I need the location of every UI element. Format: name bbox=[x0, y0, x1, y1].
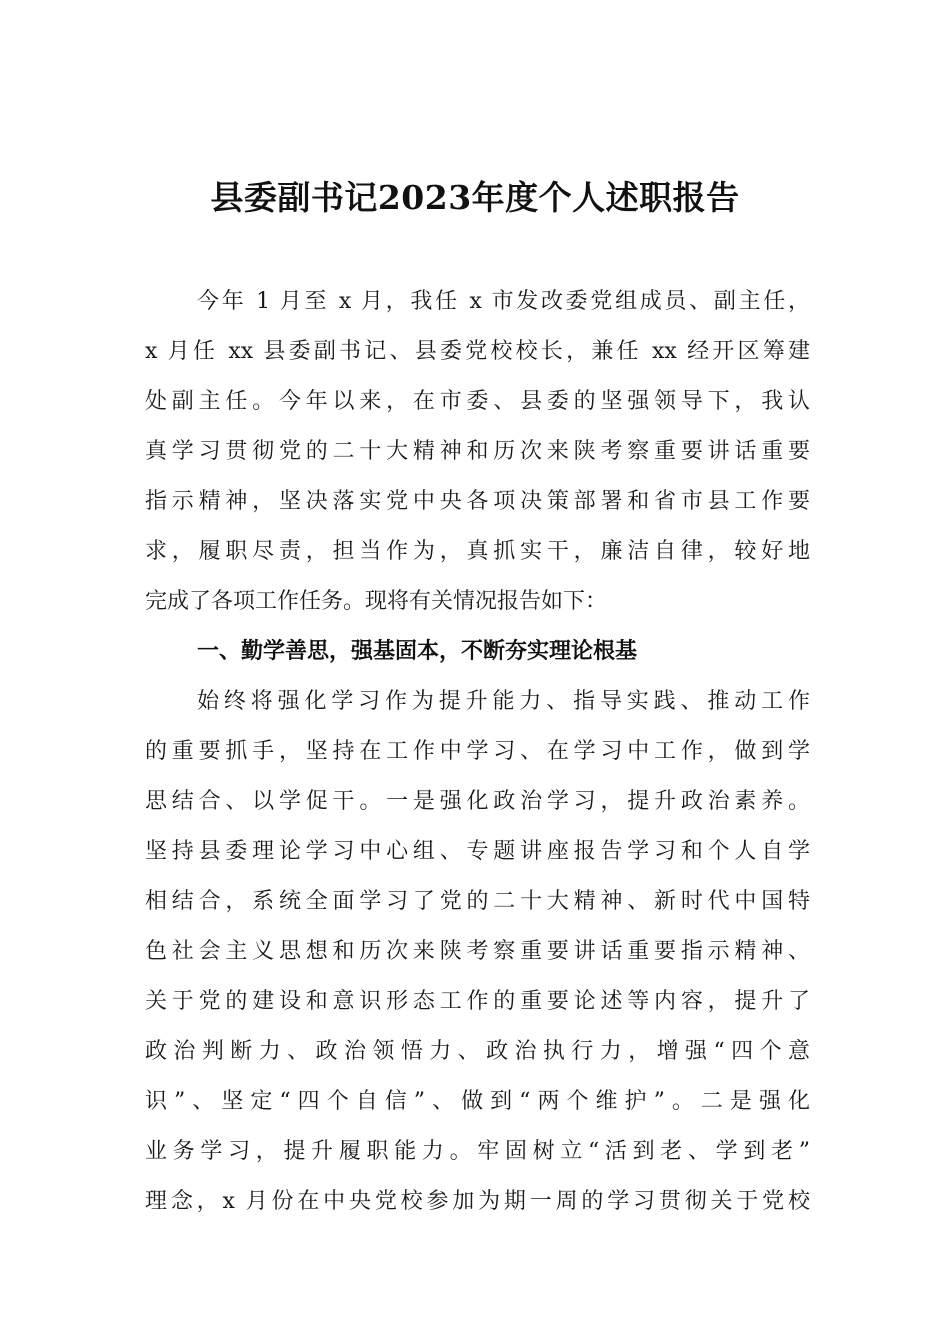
intro-line: 指示精神，坚决落实党中央各项决策部署和省市县工作要 bbox=[145, 489, 810, 514]
intro-line: x 月任 xx 县委副书记、县委党校校长，兼任 xx 经开区筹建 bbox=[145, 339, 810, 364]
section-line: 关于党的建设和意识形态工作的重要论述等内容，提升了 bbox=[145, 989, 810, 1014]
section-line: 业务学习，提升履职能力。牢固树立“活到老、学到老” bbox=[145, 1139, 810, 1164]
intro-line: 求，履职尽责，担当作为，真抓实干，廉洁自律，较好地 bbox=[145, 539, 810, 564]
intro-line: 真学习贯彻党的二十大精神和历次来陕考察重要讲话重要 bbox=[145, 439, 810, 464]
section-line: 相结合，系统全面学习了党的二十大精神、新时代中国特 bbox=[145, 889, 810, 914]
document-title: 县委副书记2023年度个人述职报告 bbox=[210, 178, 740, 217]
intro-line: 今年 1 月至 x 月，我任 x 市发改委党组成员、副主任， bbox=[197, 289, 810, 314]
document-body bbox=[145, 277, 810, 1227]
section-line: 政治判断力、政治领悟力、政治执行力，增强“四个意 bbox=[145, 1039, 810, 1064]
intro-line: 处副主任。今年以来，在市委、县委的坚强领导下，我认 bbox=[145, 389, 810, 414]
intro-line: 完成了各项工作任务。现将有关情况报告如下： bbox=[145, 589, 608, 614]
section-line: 色社会主义思想和历次来陕考察重要讲话重要指示精神、 bbox=[145, 939, 810, 964]
section-heading: 一、勤学善思，强基固本，不断夯实理论根基 bbox=[197, 639, 638, 664]
section-line: 的重要抓手，坚持在工作中学习、在学习中工作，做到学 bbox=[145, 739, 810, 764]
section-line: 始终将强化学习作为提升能力、指导实践、推动工作 bbox=[197, 689, 810, 714]
section-line: 思结合、以学促干。一是强化政治学习，提升政治素养。 bbox=[145, 789, 810, 814]
section-line: 识”、坚定“四个自信”、做到“两个维护”。二是强化 bbox=[145, 1089, 810, 1114]
section-line: 理念，x 月份在中央党校参加为期一周的学习贯彻关于党校 bbox=[145, 1189, 810, 1214]
section-line: 坚持县委理论学习中心组、专题讲座报告学习和个人自学 bbox=[145, 839, 810, 864]
